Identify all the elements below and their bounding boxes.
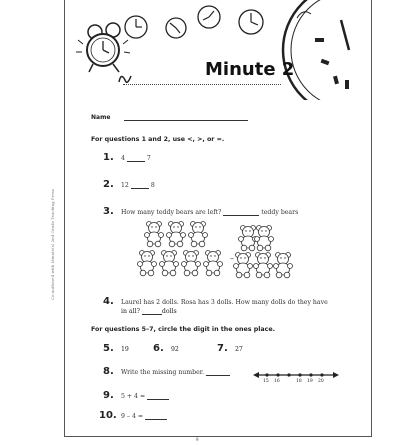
teddy-bear-icon bbox=[274, 253, 293, 278]
page-number: 9 bbox=[196, 437, 199, 442]
teddy-bear-icon bbox=[138, 251, 157, 276]
question-number: 9. bbox=[103, 390, 114, 401]
question-text: 4 7 bbox=[121, 155, 151, 162]
side-credit: Co-authored with Minute(s) 2nd Grade Teaching Press bbox=[50, 189, 55, 300]
question-value[interactable]: 92 bbox=[171, 346, 179, 353]
teddy-bear-icon bbox=[182, 251, 201, 276]
number-line-label: 15 bbox=[263, 379, 269, 384]
page-title: Minute 2 bbox=[205, 59, 295, 80]
question-number: 10. bbox=[99, 410, 117, 421]
teddy-bear-icon bbox=[204, 251, 223, 276]
question-value[interactable]: 27 bbox=[235, 346, 243, 353]
question-text: 12 8 bbox=[121, 182, 155, 189]
question-text: 9 – 4 = bbox=[121, 413, 167, 420]
question-text: Laurel has 2 dolls. Rosa has 3 dolls. How many dolls do they have bbox=[121, 299, 328, 306]
answer-blank[interactable] bbox=[206, 375, 230, 376]
number-line-point bbox=[320, 373, 323, 376]
number-line-label: 18 bbox=[296, 379, 302, 384]
answer-blank[interactable] bbox=[147, 399, 169, 400]
answer-blank[interactable] bbox=[142, 314, 162, 315]
number-line-label: 19 bbox=[307, 379, 313, 384]
instructions-q5-7: For questions 5–7, circle the digit in the ones place. bbox=[91, 326, 276, 333]
question-value[interactable]: 19 bbox=[121, 346, 129, 353]
teddy-bear-icon bbox=[160, 251, 179, 276]
question-number: 6. bbox=[153, 343, 164, 354]
question-4 bbox=[65, 296, 371, 310]
question-10 bbox=[65, 410, 371, 424]
question-number: 1. bbox=[103, 152, 114, 163]
question-text: 5 + 4 = bbox=[121, 393, 169, 400]
number-line-point bbox=[265, 373, 268, 376]
question-number: 4. bbox=[103, 296, 114, 307]
question-number: 5. bbox=[103, 343, 114, 354]
teddy-bear-icon bbox=[189, 222, 208, 247]
number-line-point bbox=[287, 373, 290, 376]
question-number: 3. bbox=[103, 206, 114, 217]
number-line-label: 16 bbox=[274, 379, 280, 384]
question-4-line-2: in all? dolls bbox=[121, 308, 177, 315]
number-line-point bbox=[298, 373, 301, 376]
teddy-bear-icon bbox=[167, 222, 186, 247]
teddy-bear-icon bbox=[254, 253, 273, 278]
number-line-point bbox=[276, 373, 279, 376]
teddy-bear-icon bbox=[145, 222, 164, 247]
number-line-label: 20 bbox=[318, 379, 324, 384]
question-text: How many teddy bears are left? teddy bears bbox=[121, 209, 299, 216]
question-number: 7. bbox=[217, 343, 228, 354]
question-number: 2. bbox=[103, 179, 114, 190]
worksheet-page bbox=[64, 0, 372, 437]
number-line-point bbox=[309, 373, 312, 376]
instructions-q1-2: For questions 1 and 2, use <, >, or =. bbox=[91, 136, 225, 143]
question-number: 8. bbox=[103, 366, 114, 377]
answer-blank[interactable] bbox=[145, 419, 167, 420]
question-9 bbox=[65, 390, 371, 404]
minus-sign: – bbox=[230, 254, 234, 263]
teddy-bear-icon bbox=[234, 253, 253, 278]
teddy-bear-illustration bbox=[65, 0, 371, 300]
teddy-bear-icon bbox=[255, 226, 274, 251]
name-label: Name bbox=[91, 114, 111, 121]
question-text: Write the missing number. bbox=[121, 369, 230, 376]
